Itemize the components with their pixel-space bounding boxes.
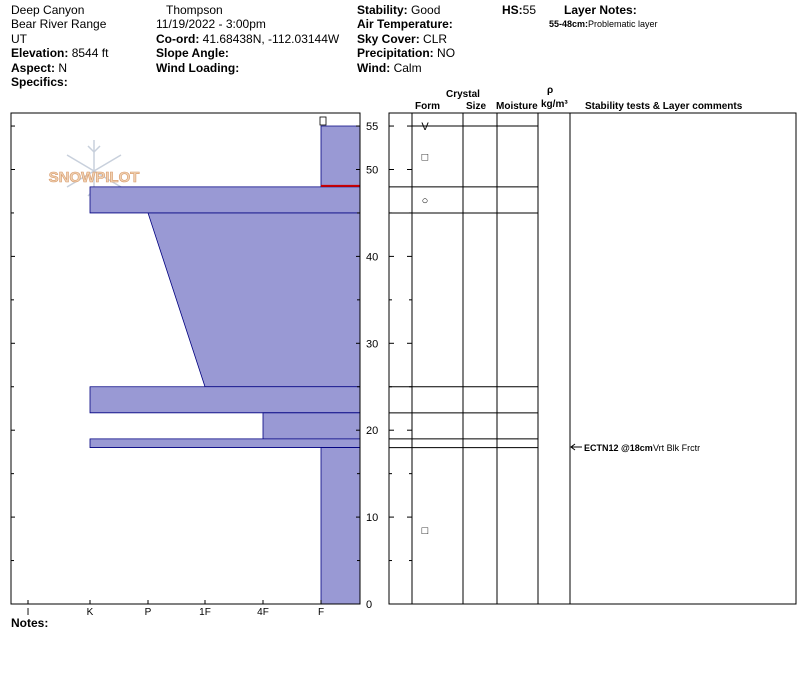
layer-table-lines [389, 113, 570, 604]
state-name: UT [11, 32, 27, 46]
precipitation-label: Precipitation: [357, 46, 434, 60]
aspect-label: Aspect: [11, 61, 56, 75]
specifics-label: Specifics: [11, 75, 68, 89]
depth-tick-label: 55 [366, 121, 379, 134]
depth-tick-label: 30 [366, 338, 379, 351]
range-name: Bear River Range [11, 17, 107, 31]
depth-tick-label: 0 [366, 599, 373, 611]
layer-note-text: Problematic layer [588, 19, 658, 29]
crystal-header: Crystal [446, 89, 480, 100]
stability-value: Good [411, 3, 441, 17]
rho-header: ρ [547, 85, 554, 96]
hardness-tick-label: 4F [257, 607, 269, 618]
elevation-label: Elevation: [11, 46, 69, 60]
logo-text: SNOWPILOT [48, 169, 140, 186]
hardness-tick-label: K [86, 607, 94, 618]
depth-tick-label: 50 [366, 164, 379, 177]
wind-loading-label: Wind Loading: [156, 61, 240, 75]
hs-label: HS: [502, 3, 523, 17]
grain-form-symbol: □ [421, 151, 429, 164]
coord-value: 41.68438N, -112.03144W [202, 32, 340, 46]
observation-datetime: 11/19/2022 - 3:00pm [156, 17, 266, 31]
surface-marker [320, 117, 326, 125]
grain-form-symbol: □ [421, 525, 429, 538]
hardness-tick-label: I [26, 607, 30, 618]
coord-label: Co-ord: [156, 32, 200, 46]
slope-angle-label: Slope Angle: [156, 46, 229, 60]
hardness-layer [90, 387, 360, 413]
hardness-layer [321, 448, 360, 604]
form-header: Form [415, 101, 440, 112]
grain-form-symbols [421, 121, 429, 537]
stability-test-annotation [571, 443, 700, 453]
hardness-layer [148, 213, 360, 387]
wind-value: Calm [393, 61, 422, 75]
sky-cover-value: CLR [423, 32, 448, 46]
aspect-value: N [58, 61, 68, 75]
grain-form-symbol: ○ [421, 194, 429, 207]
stability-test-label: ECTN12 @18cm [584, 443, 653, 453]
observer-name: Thompson [166, 3, 223, 17]
precipitation-value: NO [437, 46, 456, 60]
hardness-layer [90, 439, 360, 448]
air-temperature-label: Air Temperature: [357, 17, 453, 31]
moisture-header: Moisture [496, 101, 538, 112]
hardness-tick-label: F [317, 607, 325, 618]
hardness-layer [90, 187, 360, 213]
layer-note-range: 55-48cm: [549, 19, 589, 29]
depth-tick-label: 20 [366, 425, 379, 438]
sky-cover-label: Sky Cover: [357, 32, 420, 46]
location-name: Deep Canyon [11, 3, 85, 17]
hardness-tick-label: 1F [199, 607, 211, 618]
depth-tick-label: 40 [366, 251, 379, 264]
stability-test-detail: Vrt Blk Frctr [653, 443, 701, 453]
density-header: kg/m³ [541, 99, 568, 110]
hardness-profile [90, 126, 360, 604]
hardness-layer [263, 413, 360, 439]
depth-labels [366, 121, 378, 611]
hs-value: 55 [522, 3, 537, 17]
elevation-value: 8544 ft [71, 46, 109, 60]
notes-label: Notes: [11, 616, 49, 630]
hardness-labels [27, 607, 324, 618]
grain-form-symbol: V [421, 121, 429, 134]
hardness-layer [321, 126, 360, 187]
stability-comments-header: Stability tests & Layer comments [585, 101, 743, 112]
hardness-tick-label: P [144, 607, 152, 618]
size-header: Size [466, 101, 487, 112]
layer-notes-label: Layer Notes: [564, 3, 637, 17]
depth-tick-label: 10 [366, 512, 379, 525]
wind-label: Wind: [357, 61, 391, 75]
stability-label: Stability: [357, 3, 408, 17]
